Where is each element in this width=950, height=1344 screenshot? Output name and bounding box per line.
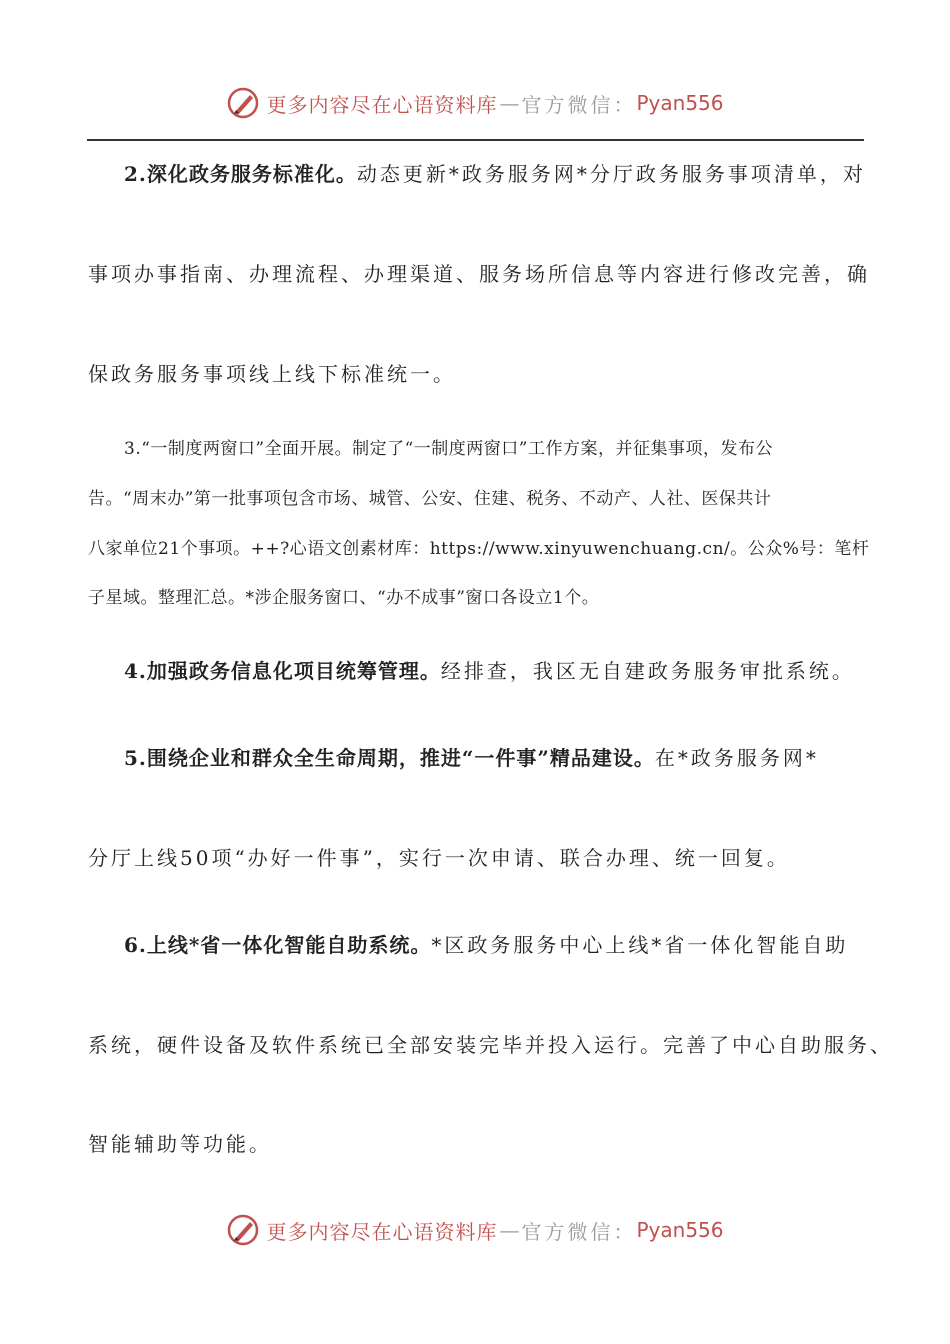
item-3-line-4: 子星域。整理汇总。*涉企服务窗口、“办不成事”窗口各设立1个。 (88, 588, 600, 608)
item-2-line-2: 事项办事指南、办理流程、办理渠道、服务场所信息等内容进行修改完善，确 (88, 262, 870, 286)
item-5-heading: 5.围绕企业和群众全生命周期，推进“一件事”精品建设。 (124, 746, 655, 770)
item-4-line-1 (124, 655, 855, 684)
item-3-line-2: 告。“周末办”第一批事项包含市场、城管、公安、住建、税务、不动产、人社、医保共计 (88, 489, 772, 509)
header-brand: 更多内容尽在心语资料库 (266, 92, 498, 117)
item-6-text-1: *区政务服务中心上线*省一体化智能自助 (431, 933, 849, 957)
header-wechat-label: 官方微信： (521, 92, 637, 117)
item-3-line-1: 3.“一制度两窗口”全面开展。制定了“一制度两窗口”工作方案，并征集事项，发布公 (124, 439, 773, 459)
page-header (0, 78, 950, 128)
item-2-line-3: 保政务服务事项线上线下标准统一。 (88, 362, 456, 386)
item-2-heading: 2.深化政务服务标准化。 (124, 162, 357, 186)
page-footer (0, 1205, 950, 1255)
item-6-heading: 6.上线*省一体化智能自助系统。 (124, 933, 432, 957)
item-6-line-2: 系统，硬件设备及软件系统已全部安装完毕并投入运行。完善了中心自助服务、 (88, 1033, 893, 1057)
item-5-line-2: 分厅上线50项“办好一件事”，实行一次申请、联合办理、统一回复。 (88, 846, 790, 870)
header-dash: — (499, 91, 520, 115)
item-2-line-1 (124, 158, 866, 187)
item-4-heading: 4.加强政务信息化项目统筹管理。 (124, 659, 441, 683)
footer-wechat-id: Pyan556 (636, 1218, 724, 1242)
footer-wechat-label: 官方微信： (521, 1219, 637, 1244)
pen-logo-icon (226, 1213, 260, 1247)
footer-dash: — (499, 1218, 520, 1242)
item-6-line-1 (124, 929, 848, 958)
item-2-text-1: 动态更新*政务服务网*分厅政务服务事项清单，对 (356, 162, 866, 186)
footer-brand: 更多内容尽在心语资料库 (266, 1219, 498, 1244)
item-3-line-3: 八家单位21个事项。++?心语文创素材库：https://www.xinyuwenchuang.cn/。公众%号：笔杆 (88, 539, 870, 559)
item-6-line-3: 智能辅助等功能。 (88, 1132, 272, 1156)
item-4-text-1: 经排查，我区无自建政务服务审批系统。 (440, 659, 855, 683)
pen-logo-icon (226, 86, 260, 120)
item-5-line-1 (124, 742, 819, 771)
item-5-text-1: 在*政务服务网* (654, 746, 819, 770)
header-wechat-id: Pyan556 (636, 91, 724, 115)
header-divider (87, 139, 864, 141)
